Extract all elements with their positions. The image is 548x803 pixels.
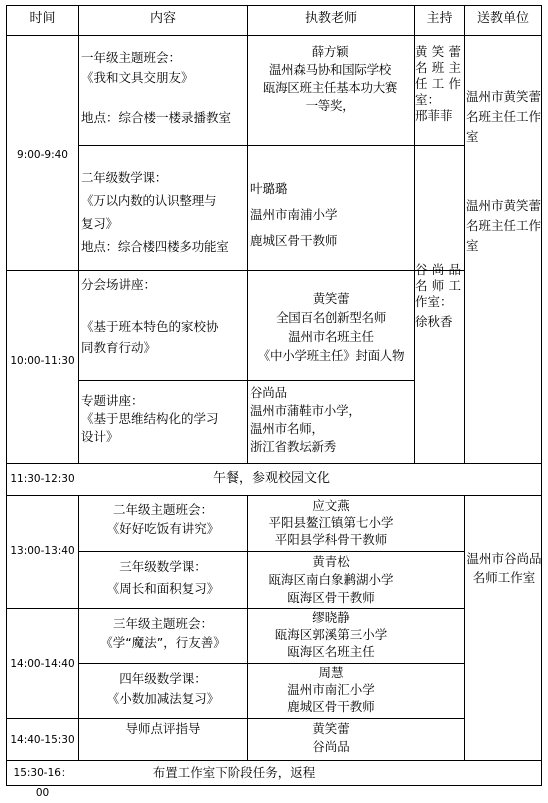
lunch-activity: 午餐，参观校园文化 [212, 471, 330, 486]
row5-row6-divider [6, 760, 542, 761]
header-teacher: 执教老师 [304, 11, 357, 26]
row1-sub-divider [78, 145, 464, 146]
time-slot-6: 15:30-16：00 [13, 767, 72, 799]
unit-3: 温州市谷尚品名师工作室 [466, 551, 542, 585]
session-2-content: 二年级数学课： 《万以内数的认识整理与 复习》 地点：综合楼四楼多功能室 [81, 170, 229, 254]
session-5-teacher: 应文燕 平阳县鳌江镇第七小学 平阳县学科骨干教师 [268, 498, 394, 547]
time-slot-3: 13:00-13:40 [10, 545, 75, 557]
table-border-top [6, 5, 542, 6]
header-time: 时间 [29, 11, 56, 26]
time-slot-2: 10:00-11:30 [10, 355, 75, 367]
session-9-teacher: 黄笑蕾 谷尚品 [312, 721, 350, 754]
row2-lunch-divider [6, 463, 542, 464]
session-2-teacher: 叶璐璐 温州市南浦小学 鹿城区骨干教师 [250, 181, 338, 248]
closing-activity: 布置工作室下阶段任务，返程 [152, 765, 316, 780]
session-5-content: 二年级主题班会： 《好好吃饭有讲究》 [106, 502, 220, 536]
session-4-content: 专题讲座： 《基于思维结构化的学习 设计》 [81, 393, 219, 444]
host-1-line: 名班主 [415, 60, 461, 75]
session-8-content: 四年级数学课： 《小数加减法复习》 [106, 671, 220, 706]
host-2-line: 名师工 [415, 278, 461, 293]
host-2-line: 作室： [415, 294, 453, 309]
time-slot-lunch: 11:30-12:30 [10, 473, 75, 485]
session-7-content: 三年级主题班会： 《学“魔法”，行友善》 [100, 616, 226, 650]
session-7-teacher: 缪晓静 瓯海区郭溪第三小学 瓯海区名班主任 [274, 610, 388, 659]
host-1-line: 室： [415, 92, 441, 107]
host-unit-divider [464, 5, 465, 463]
table-border-bottom [6, 785, 542, 786]
time-slot-4: 14:00-14:40 [10, 658, 75, 670]
time-content-divider [78, 5, 79, 463]
header-host: 主持 [426, 11, 453, 26]
row4-row5-divider [6, 718, 464, 719]
time-slot-5: 14:40-15:30 [10, 734, 75, 746]
row1-row2-divider [6, 270, 464, 271]
host-1-line: 黄笑蕾 [415, 44, 461, 59]
host-1 [415, 44, 464, 124]
header-divider [6, 35, 542, 36]
host-1-line: 任工作 [415, 76, 461, 91]
host-2-line: 徐秋香 [415, 314, 453, 329]
row2-sub-divider [78, 380, 414, 381]
row3-sub-divider [78, 551, 464, 552]
session-1-content: 一年级主题班会： 《我和文具交朋友》 地点：综合楼一楼录播教室 [81, 50, 232, 125]
header-unit: 送教单位 [476, 11, 529, 26]
session-1-teacher: 薛方颖 温州森马协和国际学校 瓯海区班主任基本功大赛 一等奖， [262, 44, 398, 113]
session-3-content: 分会场讲座： 《基于班本特色的家校协 同教育行动》 [81, 277, 219, 355]
lunch-row3-divider [6, 495, 542, 496]
session-6-teacher: 黄青松 瓯海区南白象鹣湖小学 瓯海区骨干教师 [268, 554, 394, 605]
session-6-content: 三年级数学课： 《周长和面积复习》 [106, 559, 220, 596]
session-4-teacher: 谷尚品 温州市蒲鞋市小学， 温州市名师， 浙江省教坛新秀 [250, 385, 361, 454]
session-8-teacher: 周慧 温州市南汇小学 鹿城区骨干教师 [287, 665, 375, 714]
host-1-line: 邢菲菲 [415, 108, 453, 123]
time-slot-1: 9:00-9:40 [17, 149, 68, 161]
session-9-content: 导师点评指导 [125, 721, 201, 736]
session-3-teacher: 黄笑蕾 全国百名创新型名师 温州市名班主任 《中小学班主任》封面人物 [257, 291, 405, 363]
header-content: 内容 [149, 11, 176, 26]
host-unit-divider-lower [464, 495, 465, 760]
host-2 [415, 262, 464, 330]
host-2-line: 谷尚品 [415, 262, 461, 277]
unit-1: 温州市黄笑蕾名班主任工作室 [466, 89, 542, 144]
unit-2: 温州市黄笑蕾名班主任工作室 [466, 198, 542, 253]
